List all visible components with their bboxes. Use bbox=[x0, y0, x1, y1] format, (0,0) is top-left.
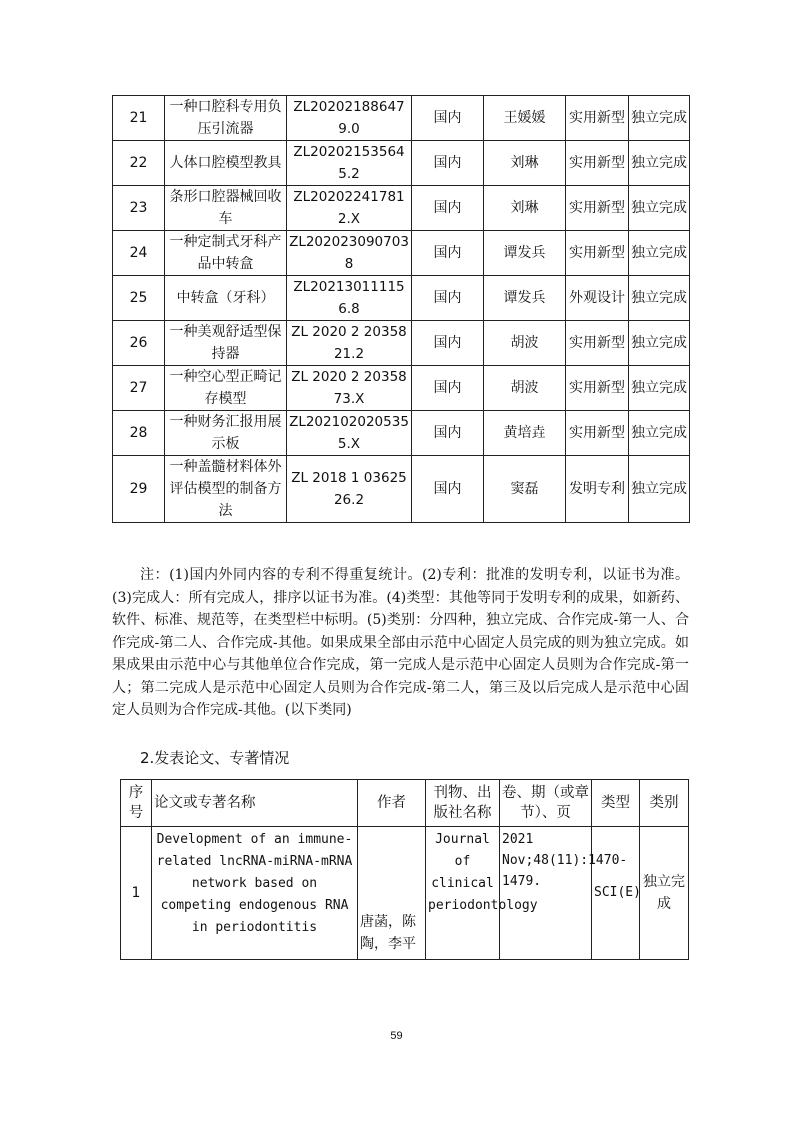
patent-type: 发明专利 bbox=[566, 456, 629, 523]
patent-category: 独立完成 bbox=[629, 141, 690, 186]
patent-no: 27 bbox=[113, 366, 165, 411]
patent-type: 实用新型 bbox=[566, 366, 629, 411]
paper-no: 1 bbox=[121, 827, 152, 960]
patent-code: ZL202021886479.0 bbox=[287, 96, 412, 141]
patent-person: 胡波 bbox=[484, 321, 566, 366]
table-row bbox=[113, 456, 690, 523]
patent-name: 人体口腔模型教具 bbox=[165, 141, 287, 186]
patent-region: 国内 bbox=[412, 456, 484, 523]
patent-code: ZL 2018 1 0362526.2 bbox=[287, 456, 412, 523]
patent-person: 谭发兵 bbox=[484, 231, 566, 276]
patent-name: 一种口腔科专用负压引流器 bbox=[165, 96, 287, 141]
patent-name: 一种财务汇报用展示板 bbox=[165, 411, 287, 456]
section-heading: 2.发表论文、专著情况 bbox=[140, 749, 290, 767]
page-number: 59 bbox=[390, 1030, 403, 1042]
patent-code: ZL202130111156.8 bbox=[287, 276, 412, 321]
table-row bbox=[113, 186, 690, 231]
header-type: 类型 bbox=[592, 780, 640, 827]
table-row bbox=[113, 276, 690, 321]
patent-region: 国内 bbox=[412, 186, 484, 231]
patent-no: 21 bbox=[113, 96, 165, 141]
patent-region: 国内 bbox=[412, 411, 484, 456]
table-header-row bbox=[121, 780, 689, 827]
patent-person: 黄培垚 bbox=[484, 411, 566, 456]
table-row bbox=[113, 141, 690, 186]
header-volume: 卷、期（或章节）、页 bbox=[500, 780, 592, 827]
patent-no: 26 bbox=[113, 321, 165, 366]
header-journal: 刊物、出版社名称 bbox=[426, 780, 500, 827]
paper-category: 独立完成 bbox=[640, 827, 689, 960]
patent-name: 一种盖髓材料体外评估模型的制备方法 bbox=[165, 456, 287, 523]
paper-authors: 唐菡，陈陶，李平 bbox=[358, 827, 426, 960]
patent-person: 谭发兵 bbox=[484, 276, 566, 321]
patent-category: 独立完成 bbox=[629, 231, 690, 276]
patent-name: 中转盒（牙科） bbox=[165, 276, 287, 321]
patent-no: 22 bbox=[113, 141, 165, 186]
patent-no: 25 bbox=[113, 276, 165, 321]
patent-no: 24 bbox=[113, 231, 165, 276]
patent-code: ZL202022417812.X bbox=[287, 186, 412, 231]
header-category: 类别 bbox=[640, 780, 689, 827]
patent-person: 窦磊 bbox=[484, 456, 566, 523]
patent-person: 刘琳 bbox=[484, 141, 566, 186]
patent-type: 实用新型 bbox=[566, 321, 629, 366]
patent-region: 国内 bbox=[412, 276, 484, 321]
header-title: 论文或专著名称 bbox=[152, 780, 358, 827]
patent-code: ZL202021535645.2 bbox=[287, 141, 412, 186]
patent-name: 一种空心型正畸记存模型 bbox=[165, 366, 287, 411]
patent-name: 一种美观舒适型保持器 bbox=[165, 321, 287, 366]
table-row bbox=[113, 366, 690, 411]
table-row bbox=[113, 411, 690, 456]
patent-type: 外观设计 bbox=[566, 276, 629, 321]
patent-category: 独立完成 bbox=[629, 321, 690, 366]
patent-region: 国内 bbox=[412, 96, 484, 141]
patent-type: 实用新型 bbox=[566, 231, 629, 276]
patent-no: 28 bbox=[113, 411, 165, 456]
table-note: 注：(1)国内外同内容的专利不得重复统计。(2)专利：批准的发明专利，以证书为准。(3)完成人：所有完成人，排序以证书为准。(4)类型：其他等同于发明专利的成果，如新药、软件、标准、规范等，在类型栏中标明。(5)类别：分四种，独立完成、合作完成-第一人、合作完成-第二人、合作完成-其他。如果成果全部由示范中心固定人员完成的则为独立完成。如果成果由示范中心与其他单位合作完成，第一完成人是示范中心固定人员则为合作完成-第一人；第二完成人是示范中心固定人员则为合作完成-第二人，第三及以后完成人是示范中心固定人员则为合作完成-其他。(以下类同) bbox=[112, 567, 689, 718]
patent-no: 29 bbox=[113, 456, 165, 523]
paper-type: SCI(E) bbox=[592, 827, 640, 960]
papers-table bbox=[120, 779, 689, 960]
paper-volume: 2021 Nov;48(11):1470-1479. bbox=[500, 827, 592, 960]
patent-no: 23 bbox=[113, 186, 165, 231]
patent-category: 独立完成 bbox=[629, 186, 690, 231]
patent-code: ZL 2020 2 2035821.2 bbox=[287, 321, 412, 366]
header-authors: 作者 bbox=[358, 780, 426, 827]
paper-title: Development of an immune-related lncRNA-miRNA-mRNA network based on competing endogenous RNA in periodontitis bbox=[152, 827, 358, 960]
patent-code: ZL2021020205355.X bbox=[287, 411, 412, 456]
patent-person: 胡波 bbox=[484, 366, 566, 411]
patent-region: 国内 bbox=[412, 366, 484, 411]
table-row bbox=[113, 321, 690, 366]
patent-person: 刘琳 bbox=[484, 186, 566, 231]
patent-category: 独立完成 bbox=[629, 276, 690, 321]
patent-person: 王媛媛 bbox=[484, 96, 566, 141]
patent-name: 条形口腔器械回收车 bbox=[165, 186, 287, 231]
patents-table bbox=[112, 95, 690, 523]
patent-region: 国内 bbox=[412, 231, 484, 276]
patent-region: 国内 bbox=[412, 321, 484, 366]
patent-type: 实用新型 bbox=[566, 96, 629, 141]
table-row bbox=[121, 827, 689, 960]
patent-code: ZL 2020 2 2035873.X bbox=[287, 366, 412, 411]
patent-category: 独立完成 bbox=[629, 96, 690, 141]
patent-category: 独立完成 bbox=[629, 366, 690, 411]
patent-code: ZL2020230907038 bbox=[287, 231, 412, 276]
table-row bbox=[113, 231, 690, 276]
patent-type: 实用新型 bbox=[566, 411, 629, 456]
patent-type: 实用新型 bbox=[566, 141, 629, 186]
patent-category: 独立完成 bbox=[629, 411, 690, 456]
patent-region: 国内 bbox=[412, 141, 484, 186]
patent-category: 独立完成 bbox=[629, 456, 690, 523]
patent-name: 一种定制式牙科产品中转盒 bbox=[165, 231, 287, 276]
header-no: 序号 bbox=[121, 780, 152, 827]
paper-journal: Journal of clinical periodontology bbox=[426, 827, 500, 960]
table-row bbox=[113, 96, 690, 141]
patent-type: 实用新型 bbox=[566, 186, 629, 231]
